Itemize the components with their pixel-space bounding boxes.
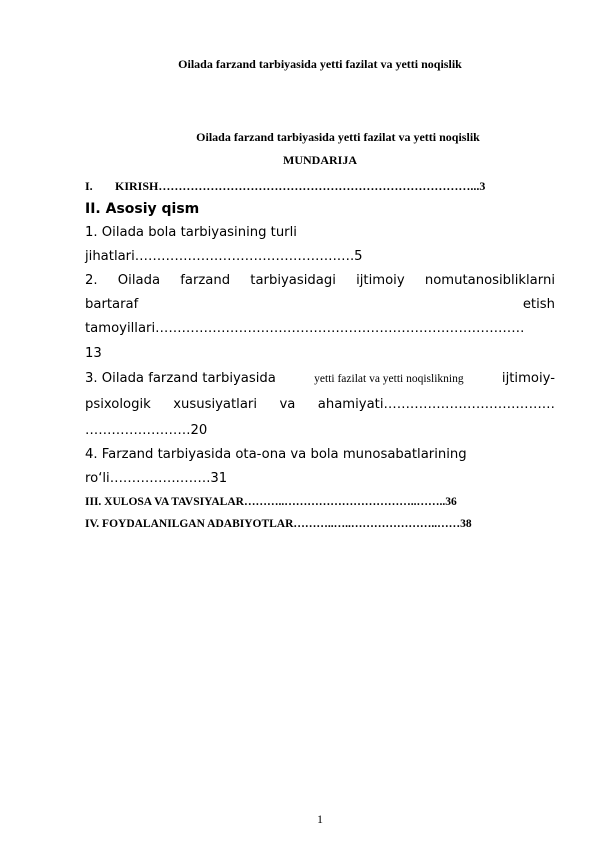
document-title: Oilada farzand tarbiyasida yetti fazilat va yetti noqislik — [196, 130, 480, 144]
toc-item-conclusion: III. XULOSA VA TAVSIYALAR………..……………………………..……..36 — [85, 496, 457, 508]
toc-item-1-line-1: 1. Oilada bola tarbiyasining turli — [85, 225, 297, 240]
toc-item-3-text-c: ijtimoiy- — [501, 371, 555, 386]
toc-item-intro — [85, 179, 555, 194]
page-number: 1 — [317, 812, 323, 826]
toc-item-references: IV. FOYDALANILGAN ADABIYOTLAR………..…..…………………..……38 — [85, 518, 472, 530]
contents-heading: MUNDARIJA — [283, 153, 357, 167]
toc-item-2-line-2 — [85, 297, 555, 312]
toc-word: va — [279, 397, 296, 412]
toc-item-2-page: 13 — [85, 346, 102, 361]
toc-word: ahamiyati………………………………… — [317, 397, 555, 412]
toc-item-3-line-2 — [85, 397, 555, 412]
toc-word: etish — [522, 297, 555, 312]
toc-item-text: KIRISH……………………………………………………………………...3 — [115, 179, 486, 193]
toc-item-1-line-2: jihatlari……………………………………….….5 — [85, 249, 363, 264]
toc-word: ijtimoiy — [356, 273, 405, 288]
toc-item-4-line-1: 4. Farzand tarbiyasida ota-ona va bola munosabatlarining — [85, 447, 467, 462]
toc-word: bartaraf — [85, 297, 139, 312]
toc-item-2-line-1 — [85, 273, 555, 288]
toc-item-4-line-2: ro‘li…………….…….31 — [85, 471, 228, 486]
toc-word: tarbiyasidagi — [250, 273, 336, 288]
toc-word: 2. — [85, 273, 98, 288]
toc-word: psixologik — [85, 397, 151, 412]
toc-item-number: I. — [85, 179, 93, 193]
page-header-title: Oilada farzand tarbiyasida yetti fazilat va yetti noqislik — [178, 57, 462, 71]
toc-word: nomutanosibliklarni — [424, 273, 555, 288]
toc-item-3-line-3: ……………………20 — [85, 423, 208, 438]
toc-item-2-line-3: tamoyillari………………………………………………………………………… — [85, 321, 525, 336]
toc-word: Oilada — [117, 273, 161, 288]
toc-main-part-heading: II. Asosiy qism — [85, 201, 200, 217]
toc-item-3-line-1 — [85, 371, 555, 386]
toc-word: xususiyatlari — [173, 397, 258, 412]
toc-item-3-text-b: yetti fazilat va yetti noqislikning — [314, 373, 464, 385]
toc-word: farzand — [180, 273, 231, 288]
toc-item-3-text-a: 3. Oilada farzand tarbiyasida — [85, 371, 276, 386]
